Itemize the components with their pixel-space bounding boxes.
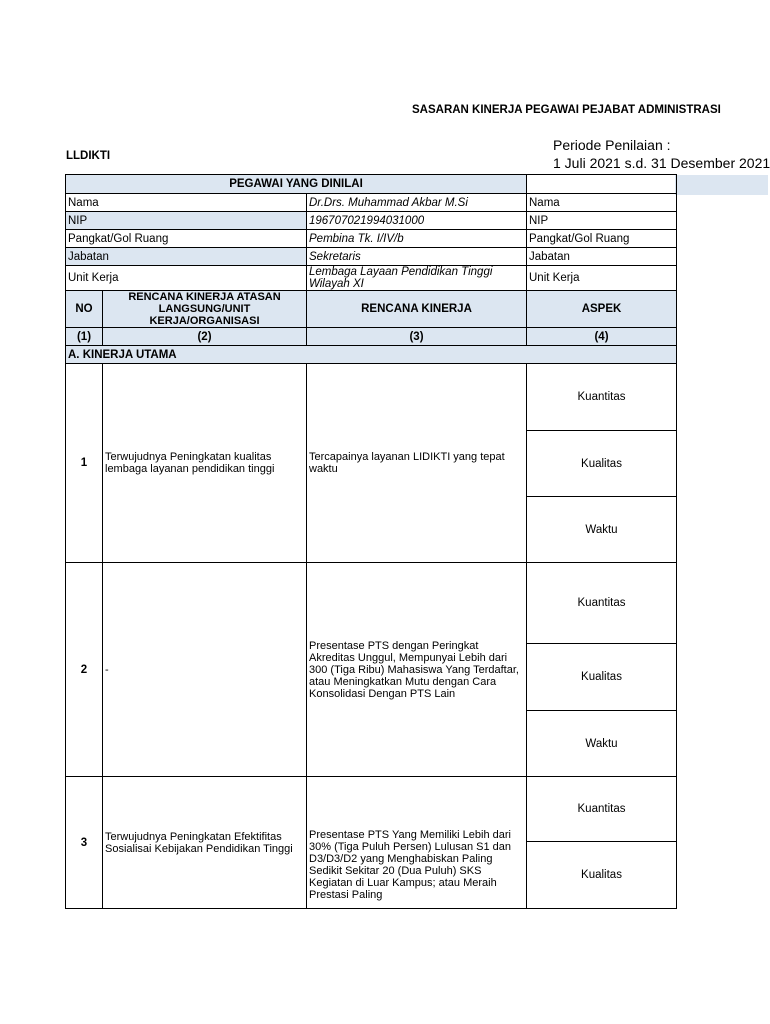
- pegawai-right-label: Jabatan: [527, 248, 677, 266]
- pegawai-label: Pangkat/Gol Ruang: [66, 230, 307, 248]
- pegawai-value: Lembaga Layaan Pendidikan Tinggi Wilayah XI: [307, 266, 527, 291]
- item-rencana-atasan: -: [103, 563, 307, 777]
- organization-name: LLDIKTI: [66, 150, 111, 162]
- pegawai-label: Jabatan: [66, 248, 307, 266]
- pegawai-row: [66, 230, 677, 248]
- column-header-no: NO: [66, 291, 103, 328]
- kinerja-item-row: [66, 364, 677, 431]
- column-number-3: (3): [307, 328, 527, 346]
- pegawai-right-label: Nama: [527, 194, 677, 212]
- kinerja-item-row: [66, 563, 677, 644]
- pegawai-row: [66, 248, 677, 266]
- item-number: 3: [66, 777, 103, 909]
- aspek-kualitas: Kualitas: [527, 644, 677, 711]
- pegawai-right-label: Pangkat/Gol Ruang: [527, 230, 677, 248]
- item-rencana-kinerja: Presentase PTS dengan Peringkat Akreditas Unggul, Mempunyai Lebih dari 300 (Tiga Ribu) Mahasiswa Yang Terdaftar, atau Meningkatkan Mutu dengan Cara Konsolidasi Dengan PTS Lain: [307, 563, 527, 777]
- pegawai-row: [66, 194, 677, 212]
- skp-table: [65, 174, 677, 909]
- pegawai-right-label: NIP: [527, 212, 677, 230]
- header-fill-strip: [675, 175, 768, 195]
- aspek-waktu: Waktu: [527, 711, 677, 777]
- aspek-kualitas: Kualitas: [527, 431, 677, 497]
- aspek-kuantitas: Kuantitas: [527, 364, 677, 431]
- aspek-kuantitas: Kuantitas: [527, 563, 677, 644]
- pegawai-section-title: PEGAWAI YANG DINILAI: [66, 175, 527, 194]
- column-header-aspek: ASPEK: [527, 291, 677, 328]
- kinerja-item-row: [66, 777, 677, 842]
- section-kinerja-utama: A. KINERJA UTAMA: [66, 346, 677, 364]
- aspek-kualitas: Kualitas: [527, 842, 677, 909]
- item-number: 2: [66, 563, 103, 777]
- item-rencana-atasan: Terwujudnya Peningkatan kualitas lembaga layanan pendidikan tinggi: [103, 364, 307, 563]
- aspek-kuantitas: Kuantitas: [527, 777, 677, 842]
- pegawai-value: 196707021994031000: [307, 212, 527, 230]
- pegawai-label: Nama: [66, 194, 307, 212]
- pegawai-value: Pembina Tk. I/IV/b: [307, 230, 527, 248]
- pegawai-value: Dr.Drs. Muhammad Akbar M.Si: [307, 194, 527, 212]
- item-rencana-kinerja: Tercapainya layanan LIDIKTI yang tepat waktu: [307, 364, 527, 563]
- pegawai-row: [66, 212, 677, 230]
- periode-value: 1 Juli 2021 s.d. 31 Desember 2021: [553, 155, 770, 171]
- item-rencana-kinerja: Presentase PTS Yang Memiliki Lebih dari 30% (Tiga Puluh Persen) Lulusan S1 dan D3/D3/D2 yang Menghabiskan Paling Sedikit Sekitar 20 (Dua Puluh) SKS Kegiatan di Luar Kampus; atau Meraih Prestasi Paling: [307, 777, 527, 909]
- pegawai-label: Unit Kerja: [66, 266, 307, 291]
- pegawai-right-label: Unit Kerja: [527, 266, 677, 291]
- column-number-2: (2): [103, 328, 307, 346]
- column-number-4: (4): [527, 328, 677, 346]
- column-header-rencana-kinerja: RENCANA KINERJA: [307, 291, 527, 328]
- column-number-1: (1): [66, 328, 103, 346]
- document-title: SASARAN KINERJA PEGAWAI PEJABAT ADMINISTRASI: [412, 104, 721, 116]
- pegawai-right-header: [527, 175, 677, 194]
- item-number: 1: [66, 364, 103, 563]
- column-header-rencana-atasan: RENCANA KINERJA ATASAN LANGSUNG/UNIT KERJA/ORGANISASI: [103, 291, 307, 328]
- periode-label: Periode Penilaian :: [553, 137, 671, 153]
- item-rencana-atasan: Terwujudnya Peningkatan Efektifitas Sosialisai Kebijakan Pendidikan Tinggi: [103, 777, 307, 909]
- pegawai-row: [66, 266, 677, 291]
- pegawai-value: Sekretaris: [307, 248, 527, 266]
- pegawai-label: NIP: [66, 212, 307, 230]
- aspek-waktu: Waktu: [527, 497, 677, 563]
